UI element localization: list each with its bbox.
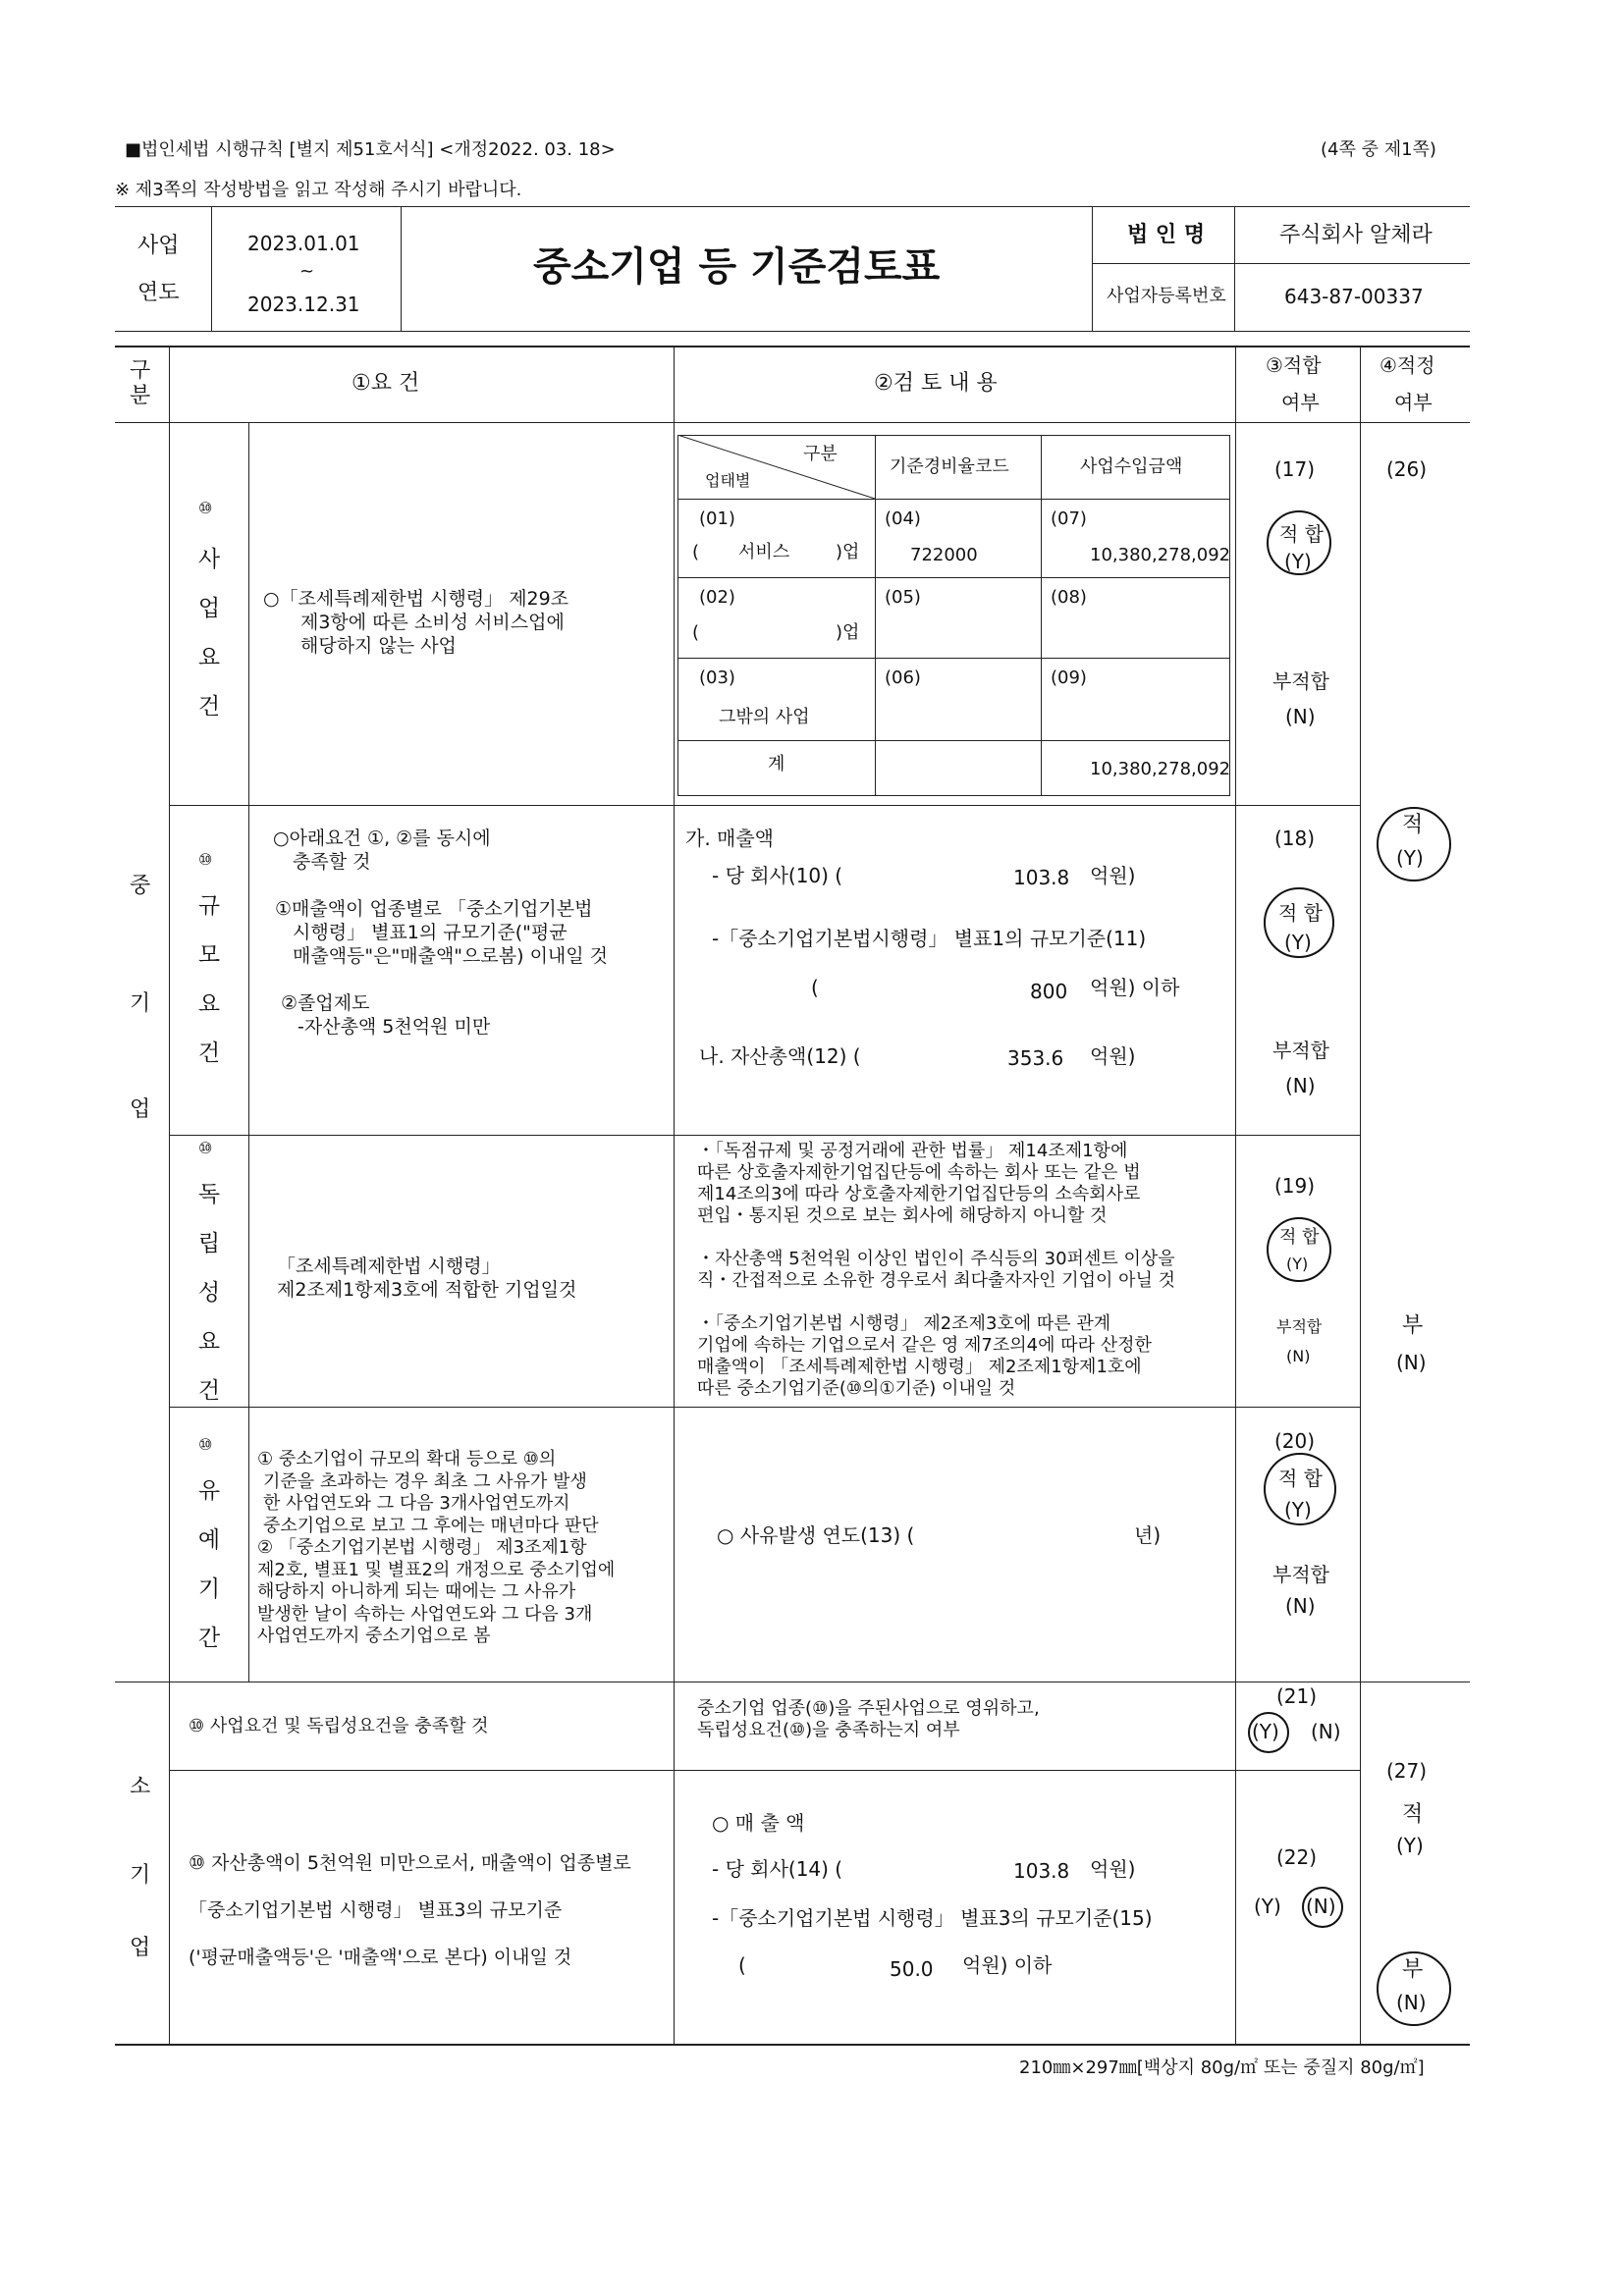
sme-appropriate-yes: 적	[1402, 813, 1424, 837]
sme-appropriate-y: (Y)	[1396, 846, 1424, 870]
row3-amt-no: (09)	[1051, 667, 1087, 688]
table-header-category: 구분	[803, 444, 838, 464]
scale-standard-value: 800	[1030, 980, 1068, 1003]
small-company-value: 103.8	[1013, 1859, 1070, 1883]
business-fit-yes: 적 합	[1279, 522, 1324, 546]
appropriate-header-sub: 여부	[1394, 391, 1433, 414]
grace-review: ○ 사유발생 연도(13) (	[717, 1523, 915, 1547]
small-row2-requirement: ⑩ 자산총액이 5천억원 미만으로서, 매출액이 업종별로 「중소기업기본법 시행령」 별표3의 규모기준 ('평균매출액등'은 '매출액'으로 본다) 이내일 것	[189, 1852, 631, 1968]
scale-review-standard: -「중소기업기본법시행령」 별표1의 규모기준(11)	[712, 927, 1147, 950]
scale-num: ⑩	[198, 850, 213, 869]
row1-code-no: (04)	[885, 508, 921, 529]
scale-fit-yes: 적 합	[1278, 901, 1323, 925]
small-row1-requirement: ⑩ 사업요건 및 독립성요건을 충족할 것	[189, 1716, 489, 1736]
total-amount: 10,380,278,092	[1090, 759, 1231, 779]
row1-no: (01)	[699, 508, 735, 529]
period-tilde: ~	[299, 261, 315, 282]
independence-label-3: 성	[197, 1280, 221, 1306]
year-label-2: 연도	[137, 281, 180, 305]
small-label-1: 소	[130, 1775, 151, 1799]
year-label-1: 사업	[137, 234, 180, 258]
row3-code-no: (06)	[885, 667, 921, 688]
independence-review-1: ・「독점규제 및 공정거래에 관한 법률」 제14조제1항에 따른 상호출자제한기업집단등에 속하는 회사 또는 같은 법 제14조의3에 따라 상호출자제한기업집단등의 소속회사로 편입・통지된 것으로 보는 회사에 해당하지 아니할 것	[697, 1141, 1141, 1226]
independence-num: ⑩	[198, 1139, 213, 1157]
independence-fit-no: (19)	[1274, 1174, 1316, 1198]
business-unfit: 부적합	[1272, 669, 1329, 693]
small-row2-fit-no: (22)	[1276, 1845, 1318, 1869]
grace-fit-no: (20)	[1274, 1429, 1316, 1453]
scale-unfit-n: (N)	[1285, 1074, 1316, 1097]
grace-requirement: ① 중소기업이 규모의 확대 등으로 ⑩의 기준을 초과하는 경우 최초 그 사유가 발생 한 사업연도와 그 다음 3개사업연도까지 중소기업으로 보고 그 후에는 매년마다 판단 ② 「중소기업기본법 시행령」 제3조제1항 제2호, 별표1 및 별표2의 개정으로 중소기업에 해당하지 아니하게 되는 때에는 그 사유가 발생한 날이 속하는 사업연도와 그 다음 3개 사업연도까지 중소기업으로 봄	[257, 1449, 616, 1646]
page-count: (4쪽 중 제1쪽)	[1321, 139, 1436, 160]
sme-appropriate-n: (N)	[1396, 1351, 1427, 1374]
row1-code: 722000	[910, 545, 978, 565]
scale-label-3: 요	[197, 991, 221, 1017]
grace-unfit: 부적합	[1272, 1563, 1329, 1586]
small-company-unit: 억원)	[1090, 1857, 1136, 1881]
small-row1-n: (N)	[1311, 1720, 1341, 1743]
regulation-reference: ■법인세법 시행규칙 [별지 제51호서식] <개정2022. 03. 18>	[125, 139, 616, 160]
row2-amt-no: (08)	[1051, 587, 1087, 608]
small-review-standard: -「중소기업기본법 시행령」 별표3의 규모기준(15)	[712, 1906, 1153, 1930]
row2-close: )업	[836, 622, 860, 643]
fit-header: ③적합	[1266, 353, 1322, 377]
scale-standard-unit: 억원) 이하	[1090, 976, 1180, 999]
instruction-note: ※ 제3쪽의 작성방법을 읽고 작성해 주시기 바랍니다.	[115, 180, 522, 200]
small-appropriate-n: (N)	[1396, 1991, 1427, 2014]
independence-requirement: 「조세특례제한법 시행령」 제2조제1항제3호에 적합한 기업일것	[277, 1255, 577, 1301]
scale-review-asset: 나. 자산총액(12) (	[699, 1044, 861, 1068]
business-num: ⑩	[198, 499, 213, 517]
grace-fit-yes: 적 합	[1278, 1467, 1323, 1490]
sme-label-2: 기	[130, 991, 151, 1016]
independence-label-1: 독	[197, 1182, 221, 1207]
row1-type: 서비스	[738, 542, 790, 562]
grace-unfit-n: (N)	[1285, 1594, 1316, 1618]
period-start: 2023.01.01	[247, 232, 360, 255]
grace-fit-y: (Y)	[1284, 1498, 1312, 1522]
grace-label-4: 간	[197, 1626, 221, 1651]
business-label-1: 사	[197, 547, 221, 572]
grace-review-unit: 년)	[1134, 1523, 1162, 1547]
independence-unfit: 부적합	[1276, 1317, 1323, 1336]
independence-label-5: 건	[197, 1378, 221, 1404]
review-header: ②검 토 내 용	[874, 371, 998, 396]
grace-num: ⑩	[198, 1435, 213, 1454]
small-row1-review: 중소기업 업종(⑩)을 주된사업으로 영위하고, 독립성요건(⑩)을 충족하는지 여부	[697, 1698, 1040, 1740]
small-standard-value: 50.0	[890, 1957, 934, 1981]
independence-fit-yes: 적 합	[1279, 1227, 1320, 1248]
requirement-header: ①요 건	[352, 371, 420, 396]
business-fit-y: (Y)	[1284, 550, 1312, 573]
grace-label-1: 유	[197, 1478, 221, 1504]
sme-label-3: 업	[130, 1097, 151, 1122]
period-end: 2023.12.31	[247, 293, 360, 316]
small-appropriate-y: (Y)	[1396, 1834, 1424, 1857]
row1-amt-no: (07)	[1051, 508, 1087, 529]
row3-no: (03)	[699, 667, 735, 688]
scale-company-value: 103.8	[1013, 866, 1070, 889]
total-label: 계	[768, 754, 785, 774]
row2-code-no: (05)	[885, 587, 921, 608]
scale-asset-value: 353.6	[1007, 1046, 1064, 1070]
sme-label-1: 중	[130, 874, 151, 898]
appropriate-no-26: (26)	[1386, 457, 1428, 481]
small-appropriate-no-label: 부	[1402, 1957, 1424, 1982]
table-col-code: 기준경비율코드	[890, 456, 1009, 477]
paper-spec: 210㎜×297㎜[백상지 80g/㎡ 또는 중질지 80g/㎡]	[1019, 2057, 1425, 2078]
independence-label-4: 요	[197, 1329, 221, 1355]
small-appropriate-yes: 적	[1402, 1802, 1424, 1827]
small-row2-y: (Y)	[1254, 1895, 1281, 1918]
small-label-3: 업	[130, 1936, 151, 1960]
scale-fit-y: (Y)	[1284, 931, 1312, 954]
grace-label-3: 기	[197, 1576, 221, 1602]
row3-type: 그밖의 사업	[719, 707, 810, 727]
scale-company-unit: 억원)	[1090, 864, 1136, 887]
scale-asset-unit: 억원)	[1090, 1044, 1136, 1068]
fit-header-sub: 여부	[1281, 391, 1320, 414]
business-requirement: ○「조세특례제한법 시행령」 제29조 제3항에 따른 소비성 서비스업에 해당하지 않는 사업	[263, 588, 569, 657]
grace-label-2: 예	[197, 1527, 221, 1553]
scale-unfit: 부적합	[1272, 1039, 1329, 1062]
small-standard-unit: 억원) 이하	[962, 1953, 1053, 1977]
small-row1-fit-no: (21)	[1276, 1684, 1318, 1708]
sme-appropriate-no: 부	[1402, 1313, 1424, 1338]
corp-name: 주식회사 알체라	[1279, 223, 1433, 247]
small-appropriate-no-27: (27)	[1386, 1759, 1428, 1783]
scale-label-4: 건	[197, 1041, 221, 1066]
row2-open: (	[692, 622, 700, 643]
scale-label-1: 규	[197, 893, 221, 919]
small-row1-y: (Y)	[1252, 1720, 1279, 1743]
scale-standard-open: (	[811, 976, 819, 999]
scale-review-ga: 가. 매출액	[685, 827, 774, 850]
independence-fit-y: (Y)	[1286, 1255, 1309, 1273]
business-label-2: 업	[197, 596, 221, 621]
independence-review-2: ・자산총액 5천억원 이상인 법인이 주식등의 30퍼센트 이상을 직・간접적으로 소유한 경우로서 최다출자자인 기업이 아닐 것	[697, 1249, 1176, 1291]
table-col-amount: 사업수입금액	[1080, 456, 1183, 477]
form-title: 중소기업 등 기준검토표	[533, 244, 941, 290]
biz-no-label: 사업자등록번호	[1107, 286, 1226, 306]
small-review-sales: ○ 매 출 액	[712, 1811, 805, 1835]
category-header: 구분	[130, 358, 151, 408]
row1-close: )업	[836, 542, 860, 562]
independence-label-2: 립	[197, 1231, 221, 1256]
small-row2-n: (N)	[1306, 1895, 1336, 1918]
independence-unfit-n: (N)	[1286, 1347, 1311, 1365]
appropriate-header: ④적정	[1380, 353, 1435, 377]
row2-no: (02)	[699, 587, 735, 608]
business-fit-no: (17)	[1274, 457, 1316, 481]
independence-review-3: ・「중소기업기본법 시행령」 제2조제3호에 따른 관계 기업에 속하는 기업으로서 같은 영 제7조의4에 따라 산정한 매출액이 「조세특례제한법 시행령」 제2조제1항제1호에 따른 중소기업기준(⑩의①기준) 이내일 것	[697, 1313, 1152, 1399]
small-review-company: - 당 회사(14) (	[712, 1857, 843, 1881]
row1-open: (	[692, 542, 700, 562]
business-label-4: 건	[197, 694, 221, 720]
scale-requirement: ○아래요건 ①, ②를 동시에 충족할 것 ①매출액이 업종별로 「중소기업기본법 시행령」 별표1의 규모기준("평균 매출액등"은"매출액"으로봄) 이내일 것 ②졸업제도 -자산총액 5천억원 미만	[273, 828, 609, 1038]
business-label-3: 요	[197, 645, 221, 670]
small-standard-open: (	[738, 1953, 746, 1977]
small-label-2: 기	[130, 1863, 151, 1888]
business-unfit-n: (N)	[1285, 705, 1316, 728]
table-header-type: 업태별	[705, 471, 751, 490]
scale-fit-no: (18)	[1274, 827, 1316, 850]
scale-label-2: 모	[197, 942, 221, 968]
biz-no: 643-87-00337	[1284, 285, 1424, 308]
scale-review-company: - 당 회사(10) (	[712, 864, 843, 887]
corp-name-label: 법 인 명	[1127, 223, 1206, 247]
row1-amount: 10,380,278,092	[1090, 545, 1231, 565]
